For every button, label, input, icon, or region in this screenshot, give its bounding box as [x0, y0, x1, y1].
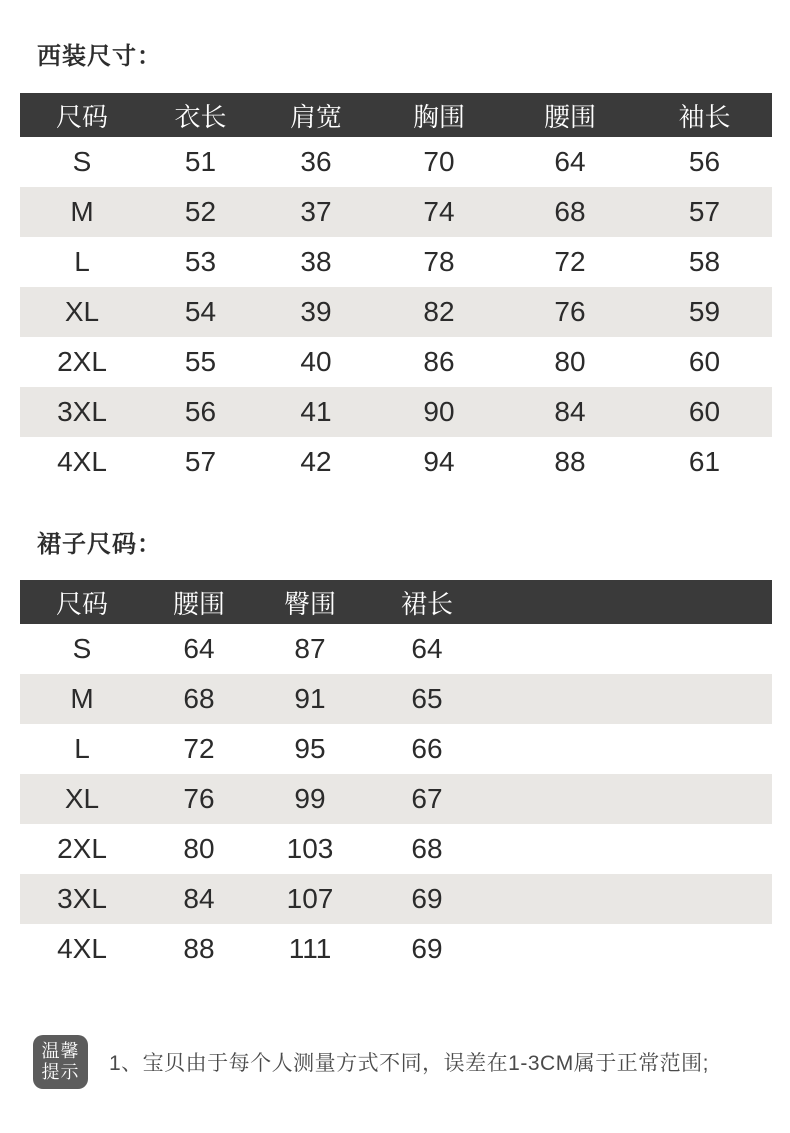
measurement-cell: 61 [688, 446, 721, 477]
size-cell: 3XL [57, 396, 107, 427]
measurement-cell: 80 [183, 833, 215, 864]
table-row [20, 674, 772, 724]
warm-tips-badge-line1: 温馨 [41, 1041, 80, 1061]
header-row [20, 580, 772, 624]
table-row [20, 337, 772, 387]
column-header: 尺码 [20, 93, 144, 137]
table-row [20, 287, 772, 337]
measurement-cell: 42 [300, 446, 332, 477]
measurement-cell: 38 [300, 246, 332, 277]
size-cell: 3XL [57, 883, 107, 914]
column-header: 臀围 [254, 580, 366, 624]
size-cell: M [70, 683, 94, 714]
measurement-cell: 88 [183, 933, 215, 964]
measurement-cell: 57 [184, 446, 217, 477]
cell-filler [488, 724, 772, 774]
size-cell: 2XL [57, 833, 107, 864]
table-row [20, 187, 772, 237]
table-row [20, 137, 772, 187]
measurement-cell: 68 [411, 833, 443, 864]
measurement-cell: 72 [554, 246, 586, 277]
measurement-cell: 56 [688, 146, 721, 177]
warm-tips-badge-line2: 提示 [41, 1062, 80, 1082]
column-header: 胸围 [375, 93, 503, 137]
measurement-cell: 69 [411, 883, 443, 914]
measurement-cell: 90 [423, 396, 455, 427]
size-cell: 4XL [57, 446, 107, 477]
column-header: 腰围 [503, 93, 637, 137]
measurement-cell: 66 [411, 733, 443, 764]
column-header: 裙长 [366, 580, 488, 624]
cell-filler [488, 624, 772, 674]
measurement-cell: 80 [554, 346, 586, 377]
size-cell: S [72, 633, 92, 664]
size-cell: 4XL [57, 933, 107, 964]
measurement-cell: 55 [184, 346, 217, 377]
measurement-cell: 87 [294, 633, 326, 664]
measurement-cell: 52 [184, 196, 217, 227]
measurement-cell: 53 [184, 246, 217, 277]
suit-size-title: 西装尺寸： [37, 43, 162, 70]
measurement-cell: 84 [183, 883, 215, 914]
skirt-size-title: 裙子尺码： [37, 531, 162, 558]
cell-filler [488, 874, 772, 924]
measurement-cell: 67 [411, 783, 443, 814]
table-row [20, 624, 772, 674]
suit-size-table [20, 93, 772, 487]
table-row [20, 774, 772, 824]
warm-tips-badge [33, 1035, 88, 1089]
column-header: 衣长 [144, 93, 257, 137]
table-row [20, 387, 772, 437]
size-cell: M [70, 196, 94, 227]
measurement-cell: 84 [554, 396, 586, 427]
table-row [20, 237, 772, 287]
measurement-cell: 64 [554, 146, 586, 177]
cell-filler [488, 824, 772, 874]
skirt-size-table [20, 580, 772, 974]
table-row [20, 724, 772, 774]
measurement-cell: 64 [183, 633, 215, 664]
measurement-cell: 86 [423, 346, 455, 377]
measurement-cell: 111 [288, 933, 332, 964]
measurement-cell: 70 [423, 146, 455, 177]
table-row [20, 874, 772, 924]
measurement-cell: 60 [688, 346, 721, 377]
measurement-cell: 68 [554, 196, 586, 227]
cell-filler [488, 774, 772, 824]
warm-tips-note [33, 1035, 709, 1089]
column-header: 尺码 [20, 580, 144, 624]
measurement-cell: 37 [300, 196, 332, 227]
measurement-cell: 74 [423, 196, 455, 227]
measurement-cell: 59 [688, 296, 721, 327]
size-cell: XL [64, 296, 100, 327]
table-row [20, 924, 772, 974]
measurement-cell: 65 [411, 683, 443, 714]
column-header: 袖长 [637, 93, 772, 137]
column-header: 腰围 [144, 580, 254, 624]
measurement-cell: 107 [286, 883, 334, 914]
measurement-cell: 69 [411, 933, 443, 964]
size-cell: XL [64, 783, 100, 814]
measurement-cell: 76 [183, 783, 215, 814]
measurement-cell: 82 [423, 296, 455, 327]
measurement-cell: 78 [423, 246, 455, 277]
measurement-cell: 57 [688, 196, 721, 227]
measurement-cell: 54 [184, 296, 217, 327]
measurement-cell: 64 [411, 633, 443, 664]
column-header: 肩宽 [257, 93, 375, 137]
size-cell: S [72, 146, 92, 177]
measurement-cell: 72 [183, 733, 215, 764]
size-cell: 2XL [57, 346, 107, 377]
measurement-cell: 94 [423, 446, 455, 477]
measurement-cell: 68 [183, 683, 215, 714]
cell-filler [488, 924, 772, 974]
measurement-cell: 60 [688, 396, 721, 427]
measurement-cell: 56 [184, 396, 217, 427]
measurement-cell: 58 [688, 246, 721, 277]
measurement-disclaimer-text: 1、宝贝由于每个人测量方式不同，误差在1-3CM属于正常范围; [109, 1052, 710, 1075]
measurement-cell: 88 [554, 446, 586, 477]
measurement-cell: 51 [184, 146, 217, 177]
measurement-cell: 41 [300, 396, 332, 427]
measurement-cell: 39 [300, 296, 332, 327]
measurement-cell: 36 [300, 146, 332, 177]
measurement-cell: 99 [294, 783, 326, 814]
measurement-cell: 76 [554, 296, 586, 327]
header-row [20, 93, 772, 137]
size-cell: L [74, 733, 90, 764]
measurement-cell: 91 [294, 683, 326, 714]
cell-filler [488, 674, 772, 724]
table-row [20, 437, 772, 487]
measurement-cell: 95 [294, 733, 326, 764]
table-row [20, 824, 772, 874]
size-cell: L [74, 246, 90, 277]
header-filler [488, 580, 772, 624]
measurement-cell: 40 [300, 346, 332, 377]
measurement-cell: 103 [286, 833, 334, 864]
